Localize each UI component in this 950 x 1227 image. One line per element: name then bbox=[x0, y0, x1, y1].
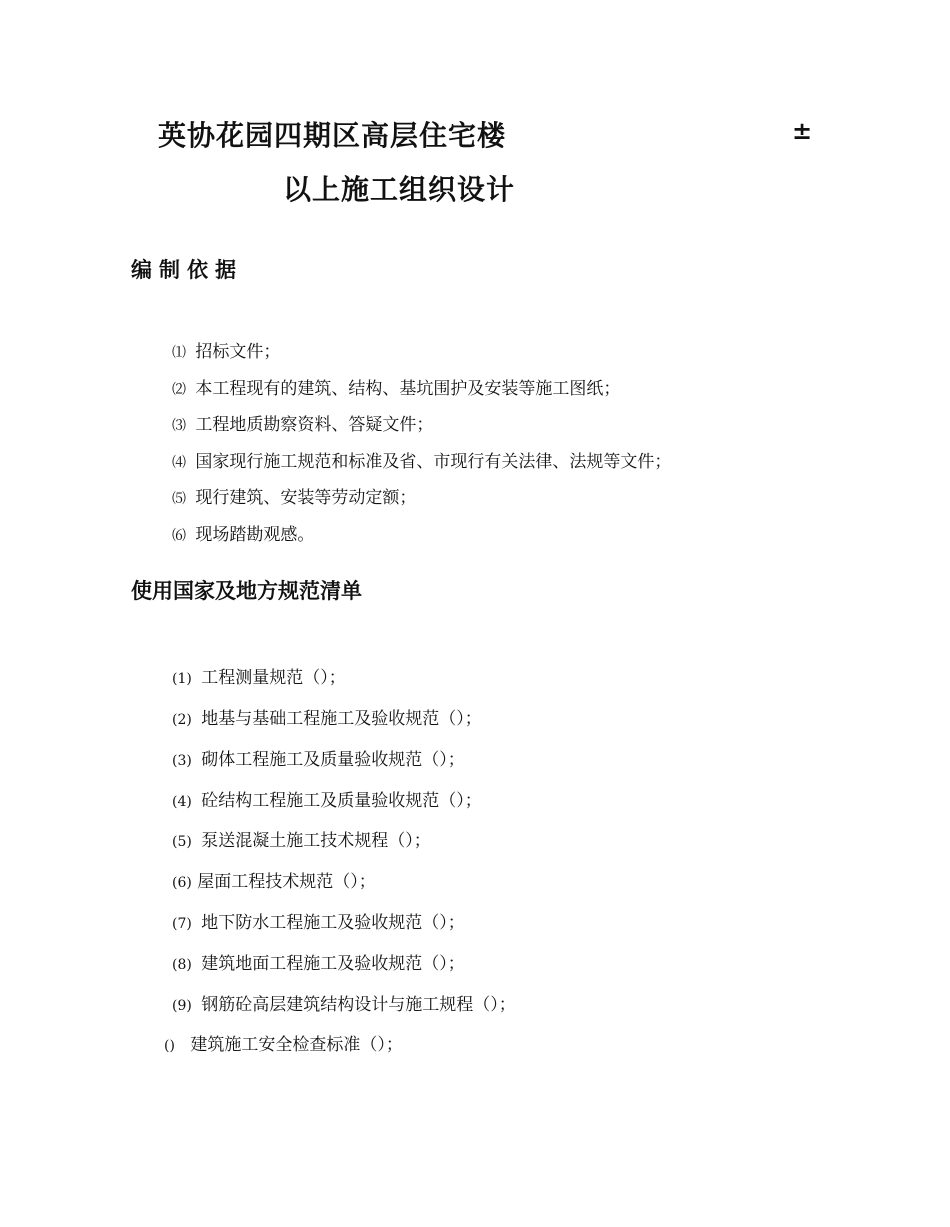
list-item-number: ⑵ bbox=[172, 382, 186, 398]
list-item-number: (4) bbox=[172, 794, 192, 810]
document-title-line-1: 英协花园四期区高层住宅楼 bbox=[158, 119, 507, 152]
basis-list-item bbox=[172, 486, 416, 511]
basis-list-item bbox=[172, 413, 433, 438]
list-item-text: 本工程现有的建筑、结构、基坑围护及安装等施工图纸； bbox=[195, 379, 621, 399]
basis-list-item bbox=[172, 450, 671, 475]
list-item-text: 砼结构工程施工及质量验收规范（）； bbox=[201, 791, 482, 811]
list-item-number: ⑶ bbox=[172, 418, 186, 434]
list-item-text: 国家现行施工规范和标准及省、市现行有关法律、法规等文件； bbox=[195, 452, 672, 472]
list-item-text: 招标文件； bbox=[195, 342, 281, 362]
specs-list-item bbox=[172, 993, 516, 1018]
list-item-number: (5) bbox=[172, 834, 192, 850]
list-item-text: 现场踏勘观感。 bbox=[195, 525, 315, 545]
list-item-text: 砌体工程施工及质量验收规范（）； bbox=[201, 750, 465, 770]
basis-list-item bbox=[172, 523, 314, 548]
list-item-number: ⑴ bbox=[172, 345, 186, 361]
document-title-suffix: ± bbox=[792, 116, 813, 145]
list-item-number: () bbox=[164, 1038, 175, 1054]
specs-list-item bbox=[164, 1033, 403, 1058]
list-item-text: 建筑地面工程施工及验收规范（）； bbox=[201, 954, 465, 974]
document-title-line-2: 以上施工组织设计 bbox=[283, 173, 516, 206]
basis-list-item bbox=[172, 377, 620, 402]
specs-list-item bbox=[172, 829, 431, 854]
specs-list-item bbox=[172, 748, 465, 773]
list-item-text: 建筑施工安全检查标准（）； bbox=[190, 1035, 403, 1055]
list-item-text: 地基与基础工程施工及验收规范（）； bbox=[201, 709, 482, 729]
specs-list-item bbox=[172, 911, 465, 936]
list-item-number: (2) bbox=[172, 712, 192, 728]
list-item-text: 屋面工程技术规范（）； bbox=[197, 872, 376, 892]
list-item-text: 现行建筑、安装等劳动定额； bbox=[195, 488, 417, 508]
section-heading-specs: 使用国家及地方规范清单 bbox=[131, 579, 362, 603]
specs-list-item bbox=[172, 666, 346, 691]
list-item-text: 工程测量规范（）； bbox=[201, 668, 346, 688]
list-item-text: 泵送混凝土施工技术规程（）； bbox=[201, 831, 431, 851]
specs-list-item bbox=[172, 870, 376, 895]
list-item-text: 钢筋砼高层建筑结构设计与施工规程（）； bbox=[201, 995, 516, 1015]
list-item-number: (9) bbox=[172, 998, 192, 1014]
list-item-number: ⑸ bbox=[172, 491, 186, 507]
list-item-text: 工程地质勘察资料、答疑文件； bbox=[195, 415, 434, 435]
list-item-number: (6) bbox=[172, 875, 192, 891]
list-item-number: ⑹ bbox=[172, 528, 186, 544]
list-item-number: (3) bbox=[172, 753, 192, 769]
list-item-number: ⑷ bbox=[172, 455, 186, 471]
specs-list-item bbox=[172, 952, 465, 977]
list-item-number: (1) bbox=[172, 671, 192, 687]
list-item-text: 地下防水工程施工及验收规范（）； bbox=[201, 913, 465, 933]
specs-list-item bbox=[172, 789, 482, 814]
specs-list-item bbox=[172, 707, 482, 732]
list-item-number: (8) bbox=[172, 957, 192, 973]
list-item-number: (7) bbox=[172, 916, 192, 932]
section-heading-basis: 编制依据 bbox=[131, 258, 243, 282]
basis-list-item bbox=[172, 340, 280, 365]
